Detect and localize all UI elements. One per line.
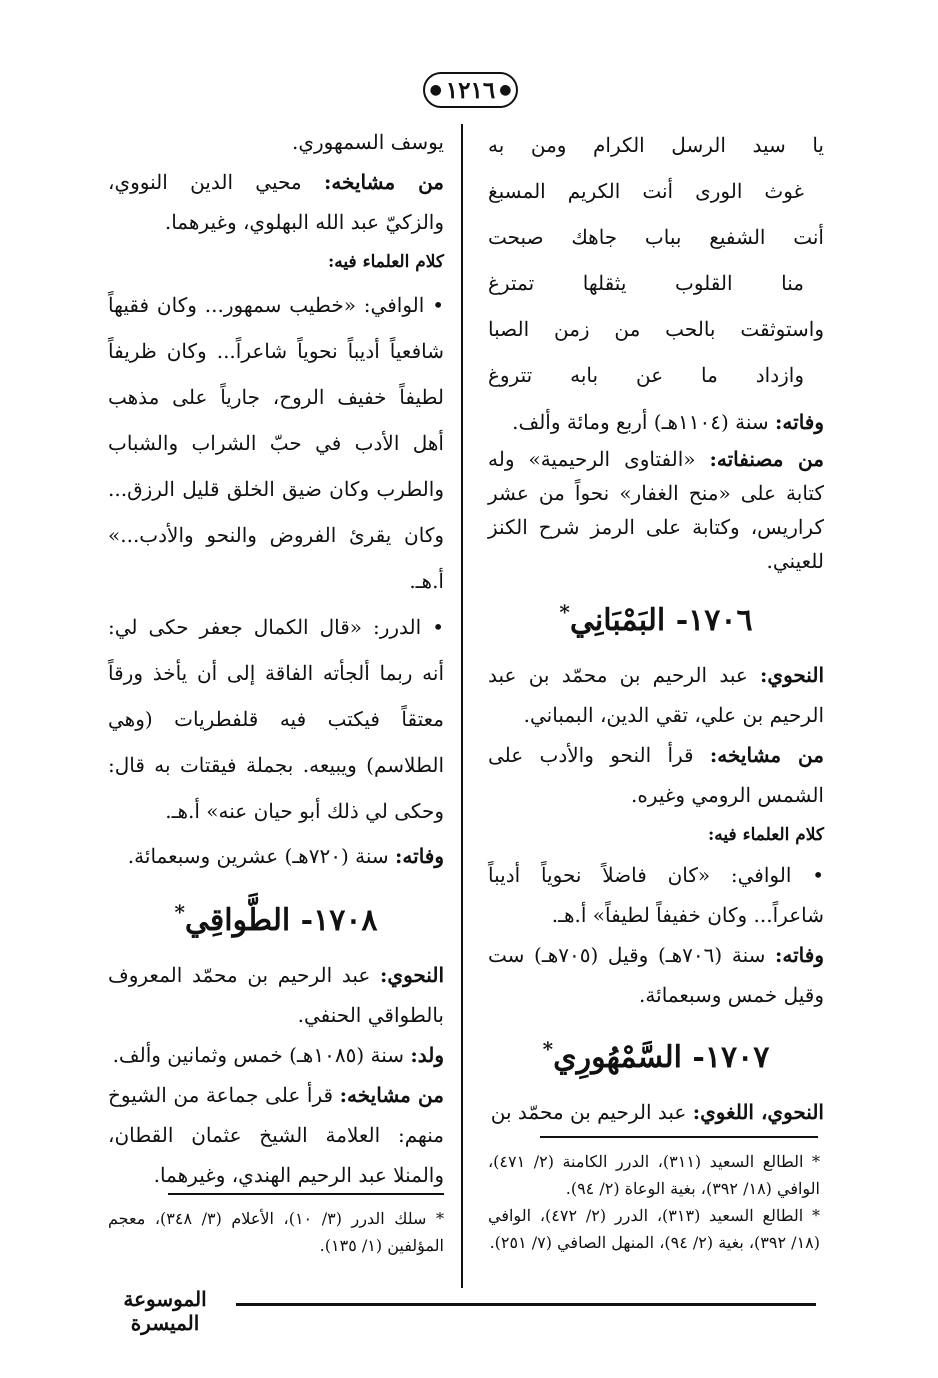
name-text: عبد الرحيم بن محمّد بن عبد الرحيم بن علي، تقي الدين، البمباني. — [488, 663, 824, 727]
works-paragraph — [488, 442, 824, 578]
teachers-paragraph — [108, 162, 444, 242]
durar-quote: • الدرر: «قال الكمال جعفر حكى لي: أنه ربما ألجأته الفاقة إلى أن يأخذ ورقاً معتقاً فيكتب فيه قلفطريات (وهي الطلاسم) ويبيعه. بجملة فيقتات به قال: وحكى لي ذلك أبو حيان عنه» أ.هـ. — [108, 615, 444, 823]
death-label: وفاته: — [775, 943, 824, 967]
entry-title-1706 — [488, 578, 824, 655]
nahwi-label: النحوي: — [760, 663, 824, 687]
entry-1707-name — [488, 1092, 824, 1132]
name-text: عبد الرحيم بن محمّد المعروف بالطواقي الحنفي. — [108, 963, 444, 1027]
death-label: وفاته: — [775, 410, 824, 434]
nahwi-label: النحوي: — [380, 963, 444, 987]
teachers-label: من مشايخه: — [709, 743, 824, 767]
death-label: وفاته: — [395, 844, 444, 868]
born-text: سنة (١٠٨٥هـ) خمس وثمانين وألف. — [112, 1043, 411, 1067]
entry-title-1708 — [108, 878, 444, 955]
name-text: عبد الرحيم بن محمّد بن — [490, 1100, 693, 1124]
entry-1706-death — [488, 935, 824, 1015]
teachers-label: من مشايخه: — [323, 170, 445, 194]
death-text: سنة (١١٠٤هـ) أربع ومائة وألف. — [512, 410, 776, 434]
right-column — [488, 122, 824, 1132]
death-date — [108, 834, 444, 878]
left-column — [108, 122, 444, 1195]
verse-line: أنت الشفيع بباب جاهك صبحت — [488, 225, 824, 249]
born-label: ولد: — [410, 1043, 444, 1067]
scholars-subhead: كلام العلماء فيه: — [328, 252, 444, 272]
scholars-subhead: كلام العلماء فيه: — [708, 825, 824, 845]
footnote-star: * — [542, 1037, 554, 1061]
teachers-text: قرأ على جماعة من الشيوخ منهم: العلامة الشيخ عثمان القطان، والمنلا عبد الرحيم الهندي، وغيرهما. — [108, 1083, 444, 1187]
verse-line: يا سيد الرسل الكرام ومن به — [488, 133, 824, 157]
teachers-text: قرأ النحو والأدب على الشمس الرومي وغيره. — [488, 743, 824, 807]
footnotes-left — [108, 1205, 444, 1259]
entry-1706-teachers — [488, 735, 824, 815]
works-text: «الفتاوى الرحيمية» وله كتابة على «منح الغفار» نحواً من عشر كراريس، وكتابة على الرمز شرح الكنز للعيني. — [488, 447, 824, 573]
verse-line: منا القلوب يثقلها تمترغ — [488, 271, 804, 295]
death-date — [488, 402, 824, 442]
ornament-dot: ● — [429, 82, 442, 98]
footer-title: الموسوعة الميسرة — [123, 1287, 207, 1335]
wafi-quote: • الوافي: «خطيب سمهور... وكان فقيهاً شافعياً أديباً نحوياً شاعراً... وكان ظريفاً لطيفاً خفيف الروح، جارياً على مذهب أهل الأدب في حبّ الشراب والشباب والطرب وكان ضيق الخلق قليل الرزق... وكان يقرئ الفروض والنحو والأدب...» أ.هـ. — [108, 293, 444, 593]
column-divider — [461, 124, 463, 1288]
footnote-rule-left — [168, 1193, 444, 1195]
footer-rule — [236, 1303, 816, 1306]
page-number-badge — [423, 72, 518, 108]
entry-title-text: ١٧٠٨- الطَّواقِي — [184, 903, 378, 938]
page-number: ١٢١٦ — [445, 76, 496, 104]
teachers-label: من مشايخه: — [339, 1083, 444, 1107]
entry-1706-quote: • الوافي: «كان فاضلاً نحوياً أديباً شاعراً... وكان خفيفاً لطيفاً» أ.هـ. — [488, 863, 824, 927]
nahwi-label: النحوي، اللغوي: — [692, 1100, 824, 1124]
death-text: سنة (٧٢٠هـ) عشرين وسبعمائة. — [127, 844, 396, 868]
entry-title-1707 — [488, 1015, 824, 1092]
entry-title-text: ١٧٠٧- السَّمْهُورِي — [553, 1040, 770, 1075]
footnote-star: * — [174, 900, 185, 924]
footnote: * الطالع السعيد (٣١١)، الدرر الكامنة (٢/ ٤٧١)، الوافي (١٨/ ٣٩٢)، بغية الوعاة (٢/ ٩٤). — [488, 1152, 820, 1198]
verse-line: وازداد ما عن بابه تتروغ — [488, 363, 804, 387]
entry-1708-teachers — [108, 1075, 444, 1195]
footnote-rule-right — [540, 1136, 818, 1138]
footnotes-right — [488, 1148, 820, 1256]
entry-title-text: ١٧٠٦- البَمْبَانِي — [569, 603, 753, 638]
entry-1706-name — [488, 655, 824, 735]
continued-name: يوسف السمهوري. — [292, 130, 444, 154]
entry-1708-name — [108, 955, 444, 1035]
teachers-text: محيي الدين النووي، والزكيّ عبد الله البهلوي، وغيرهما. — [108, 170, 444, 234]
verse-line: غوث الورى أنت الكريم المسبغ — [488, 179, 804, 203]
entry-1708-born — [108, 1035, 444, 1075]
footnote: * الطالع السعيد (٣١٣)، الدرر (٢/ ٤٧٢)، الوافي (١٨/ ٣٩٢)، بغية (٢/ ٩٤)، المنهل الصافي (٧/ ٢٥١). — [488, 1206, 821, 1252]
death-text: سنة (٧٠٦هـ) وقيل (٧٠٥هـ) ست وقيل خمس وسبعمائة. — [488, 943, 824, 1007]
works-label: من مصنفاته: — [709, 447, 824, 471]
footnote-star: * — [559, 600, 570, 624]
footnote: * سلك الدرر (٣/ ١٠)، الأعلام (٣/ ٣٤٨)، معجم المؤلفين (١/ ١٣٥). — [108, 1209, 445, 1255]
verse-line: واستوثقت بالحب من زمن الصبا — [488, 317, 824, 341]
ornament-dot: ● — [499, 82, 512, 98]
